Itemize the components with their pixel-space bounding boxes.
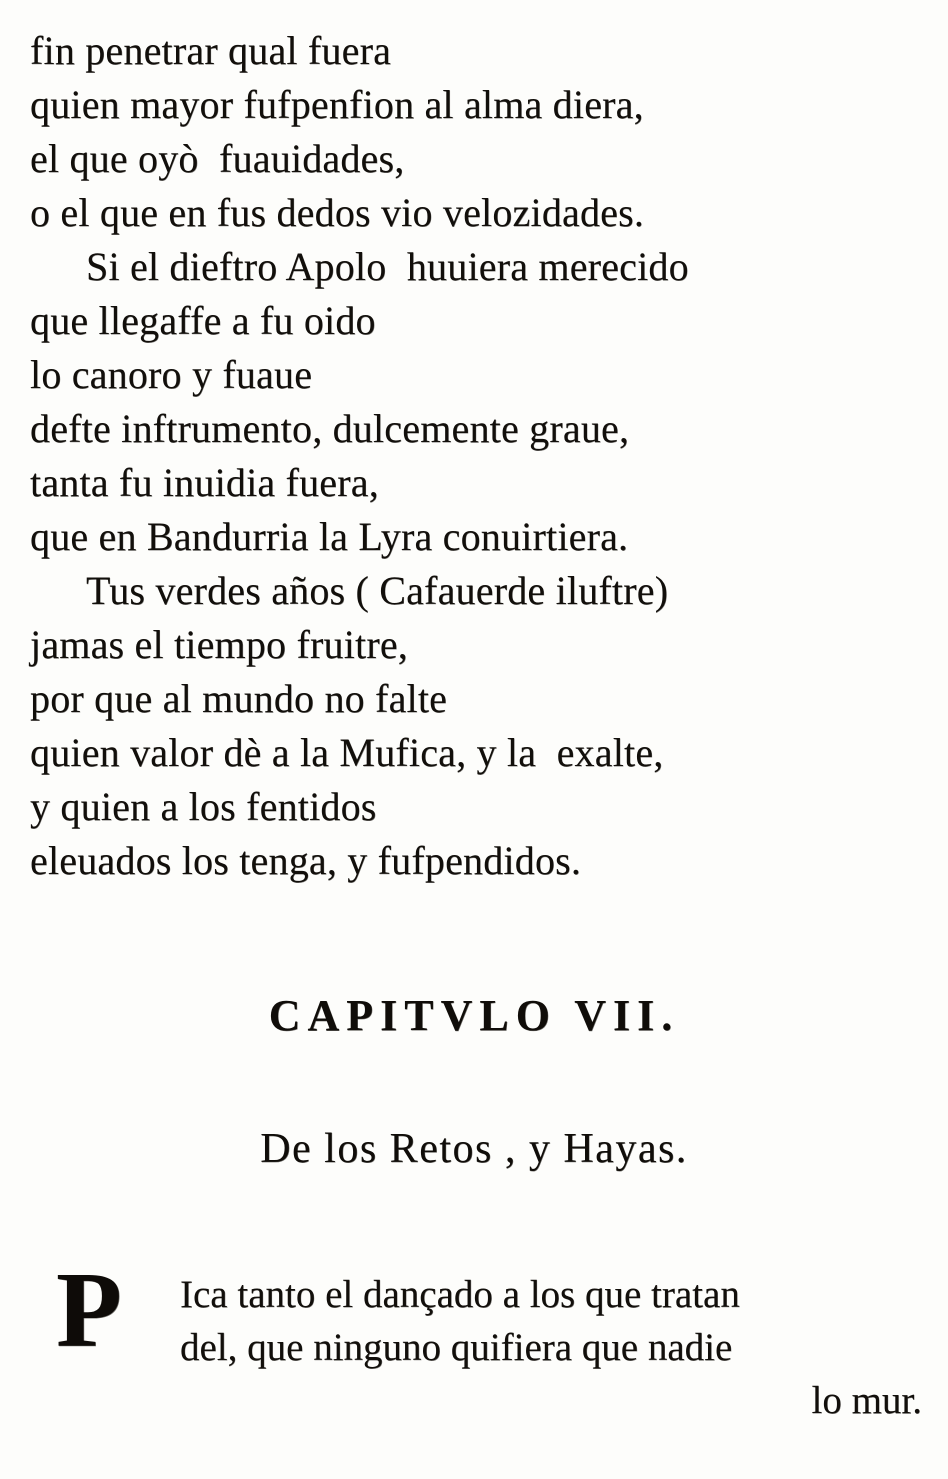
verse-line: que en Bandurria la Lyra conuirtiera. <box>30 514 629 559</box>
verse-line: jamas el tiempo fruitre, <box>30 622 409 667</box>
verse-line: o el que en fus dedos vio velozidades. <box>30 190 645 235</box>
chapter-subheading: De los Retos , y Hayas. <box>260 1126 688 1172</box>
verse-line: Tus verdes años ( Cafauerde iluftre) <box>86 568 669 613</box>
verse-line: lo canoro y fuaue <box>30 352 313 397</box>
poem-text-block <box>30 24 920 888</box>
body-line: del, que ninguno quifiera que nadie <box>180 1326 733 1369</box>
verse-line: el que oyò fuauidades, <box>30 136 405 181</box>
poem-stanza <box>30 240 920 564</box>
verse-line: por que al mundo no falte <box>30 676 448 721</box>
verse-line: quien valor dè a la Mufica, y la exalte, <box>30 730 664 775</box>
poem-stanza <box>30 24 920 240</box>
verse-line: defte inftrumento, dulcemente graue, <box>30 406 630 451</box>
body-line: Ica tanto el dançado a los que tratan <box>180 1273 740 1316</box>
poem-stanza <box>30 564 920 888</box>
body-paragraph <box>30 1251 930 1427</box>
verse-line: quien mayor fufpenfion al alma diera, <box>30 82 644 127</box>
verse-line: que llegaffe a fu oido <box>30 298 376 343</box>
verse-line: fin penetrar qual fuera <box>30 28 392 73</box>
verse-line: tanta fu inuidia fuera, <box>30 460 379 505</box>
verse-line: eleuados los tenga, y fufpendidos. <box>30 838 582 883</box>
verse-line: y quien a los fentidos <box>30 784 377 829</box>
verse-line: Si el dieftro Apolo huuiera merecido <box>86 244 689 289</box>
drop-cap: P <box>56 1251 122 1370</box>
chapter-heading: CAPITVLO VII. <box>268 991 680 1040</box>
body-line: lo mur. <box>811 1379 922 1422</box>
